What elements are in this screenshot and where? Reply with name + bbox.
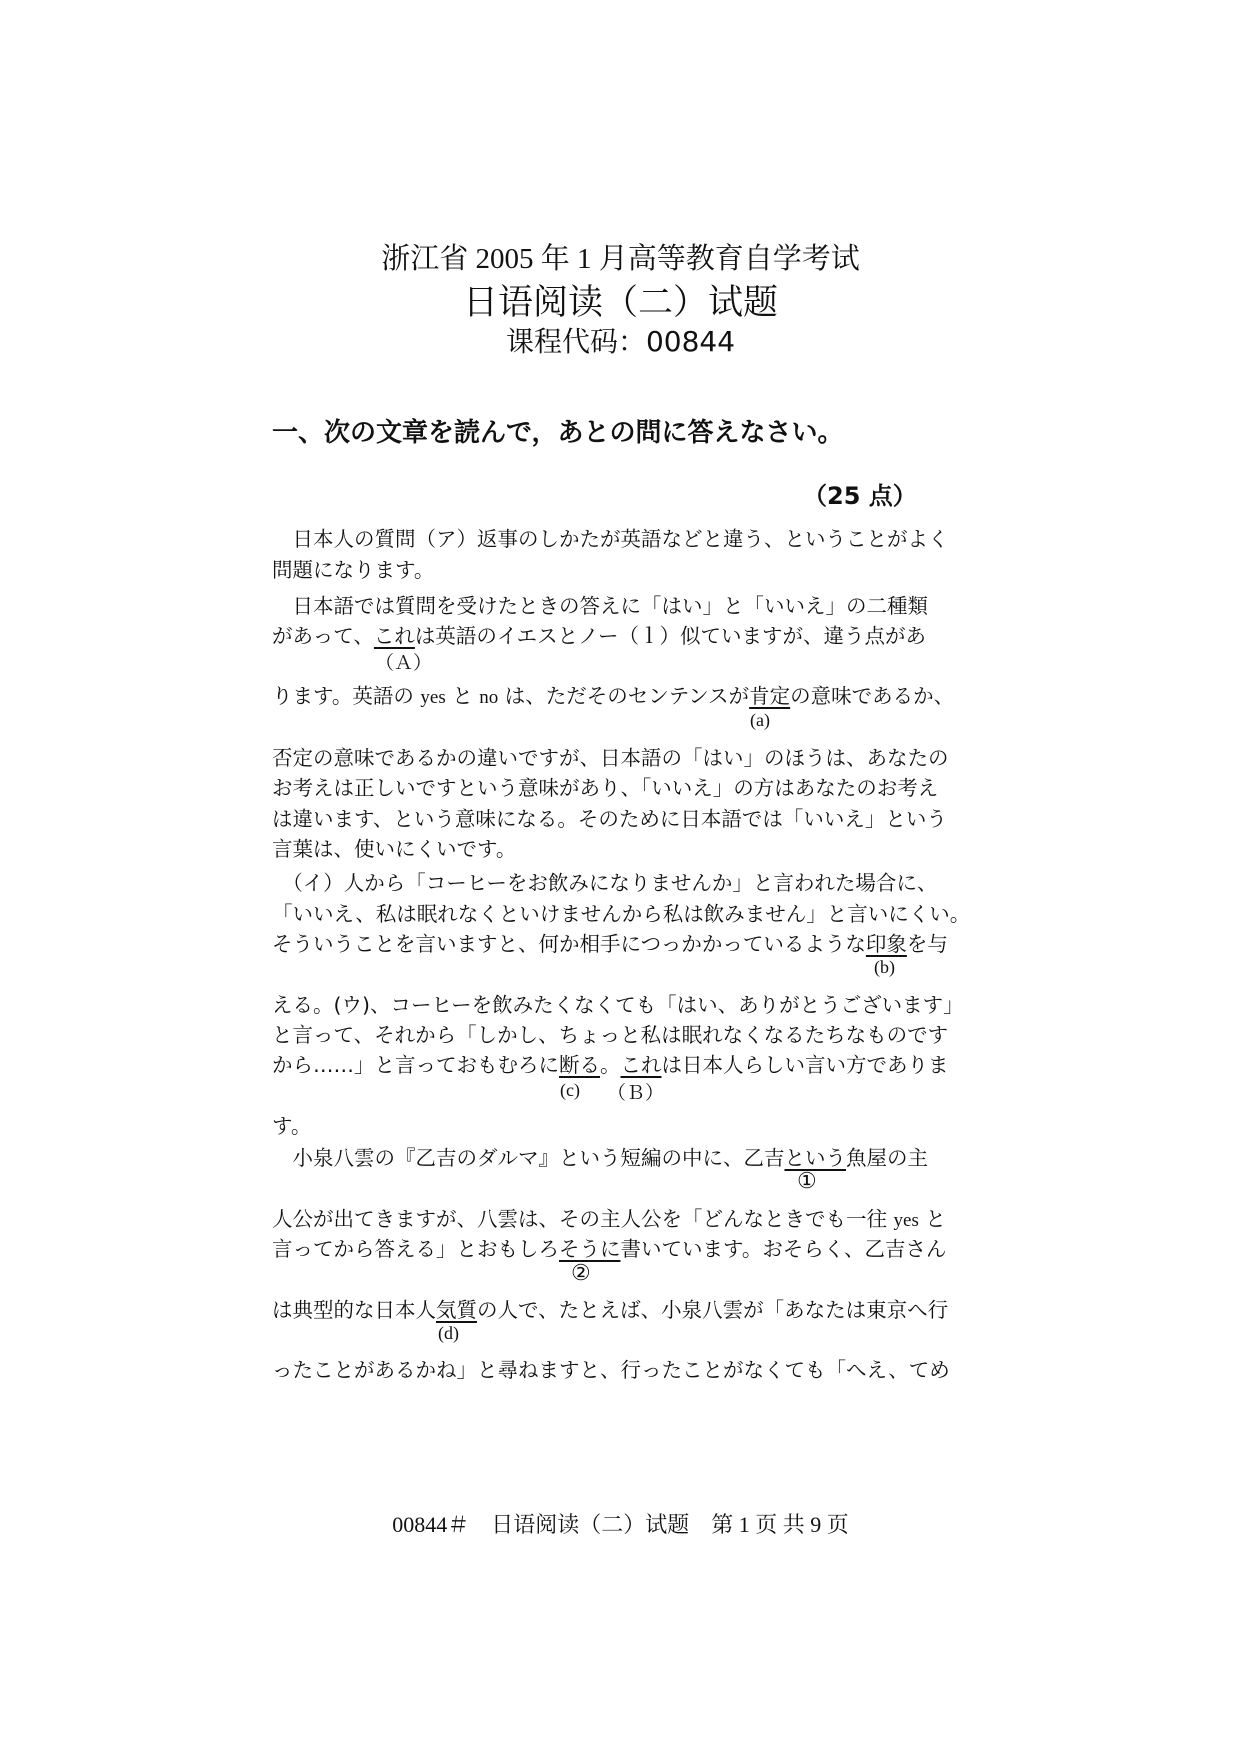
passage-line: 人公が出てきますが、八雲は、その主人公を「どんなときでも一往 yes と bbox=[272, 1207, 946, 1231]
marker-a: (a) bbox=[750, 710, 770, 730]
section-heading: 一、次の文章を読んで，あとの問に答えなさい。 bbox=[272, 418, 844, 448]
underlined-text-b-word: 印象 bbox=[865, 932, 907, 956]
passage-line: 否定の意味であるかの違いですが、日本語の「はい」のほうは、あなたの bbox=[272, 746, 949, 770]
passage-line: 問題になります。 bbox=[272, 558, 435, 582]
section-points: （25 点） bbox=[803, 482, 917, 510]
passage-line: 日本人の質問（ア）返事のしかたが英語などと違う、ということがよく bbox=[272, 527, 949, 551]
passage-line: から……」と言っておもむろに断る。これは日本人らしい言い方でありま bbox=[272, 1053, 949, 1077]
subject-title: 日语阅读（二）试题 bbox=[462, 283, 778, 323]
passage-line: 言葉は、使いにくいです。 bbox=[272, 837, 517, 861]
passage-line: は典型的な日本人気質の人で、たとえば、小泉八雲が「あなたは東京へ行 bbox=[272, 1298, 949, 1322]
marker-1: ① bbox=[797, 1168, 817, 1193]
marker-2: ② bbox=[571, 1260, 591, 1285]
course-code: 课程代码：00844 bbox=[505, 325, 736, 358]
underlined-text-b: これ bbox=[620, 1053, 662, 1077]
marker-b: (b) bbox=[874, 957, 895, 977]
exam-title: 浙江省 2005 年 1 月高等教育自学考试 bbox=[381, 243, 860, 275]
marker-B: （Ｂ） bbox=[607, 1082, 665, 1104]
underlined-text-d-word: 気質 bbox=[436, 1298, 477, 1322]
passage-line: と言って、それから「しかし、ちょっと私は眠れなくなるたちなものです bbox=[272, 1023, 949, 1047]
passage-line: す。 bbox=[272, 1114, 312, 1138]
passage-line: 日本語では質問を受けたときの答えに「はい」と「いいえ」の二種類 bbox=[272, 594, 928, 618]
passage-line: は違います、という意味になる。そのために日本語では「いいえ」という bbox=[272, 807, 947, 831]
marker-c: (c) bbox=[560, 1080, 580, 1100]
passage-line: 小泉八雲の『乙吉のダルマ』という短編の中に、乙吉という魚屋の主 bbox=[272, 1146, 928, 1170]
passage-line: ったことがあるかね」と尋ねますと、行ったことがなくても「へえ、てめ bbox=[272, 1358, 950, 1382]
underlined-text-2: そうに bbox=[559, 1237, 621, 1261]
passage-line: そういうことを言いますと、何か相手につっかかっているような印象を与 bbox=[272, 932, 948, 956]
underlined-text-a-word: 肯定 bbox=[749, 684, 791, 708]
page-footer: 00844＃ 日语阅读（二）试题 第 1 页 共 9 页 bbox=[392, 1512, 849, 1537]
passage-line: 「いいえ、私は眠れなくといけませんから私は飲みません」と言いにくい。 bbox=[272, 902, 971, 926]
marker-d: (d) bbox=[438, 1323, 459, 1343]
passage-line: お考えは正しいですという意味があり、「いいえ」の方はあなたのお考え bbox=[272, 776, 939, 800]
passage-line: （イ）人から「コーヒーをお飲みになりませんか」と言われた場合に、 bbox=[272, 871, 938, 895]
underlined-text-a: これ bbox=[373, 624, 415, 648]
passage-line: ります。英語の yes と no は、ただそのセンテンスが肯定の意味であるか、 bbox=[272, 684, 955, 708]
passage-line: える。(ウ)、コーヒーを飲みたくなくても「はい、ありがとうございます」 bbox=[272, 993, 964, 1017]
passage-line: があって、これは英語のイエスとノー（ｌ）似ていますが、違う点があ bbox=[272, 624, 926, 648]
marker-A: （Ａ） bbox=[375, 652, 433, 674]
underlined-text-c-word: 断る bbox=[559, 1053, 600, 1077]
underlined-text-1: という bbox=[784, 1146, 846, 1170]
passage-line: 言ってから答える」とおもしろそうに書いています。おそらく、乙吉さん bbox=[272, 1237, 947, 1261]
